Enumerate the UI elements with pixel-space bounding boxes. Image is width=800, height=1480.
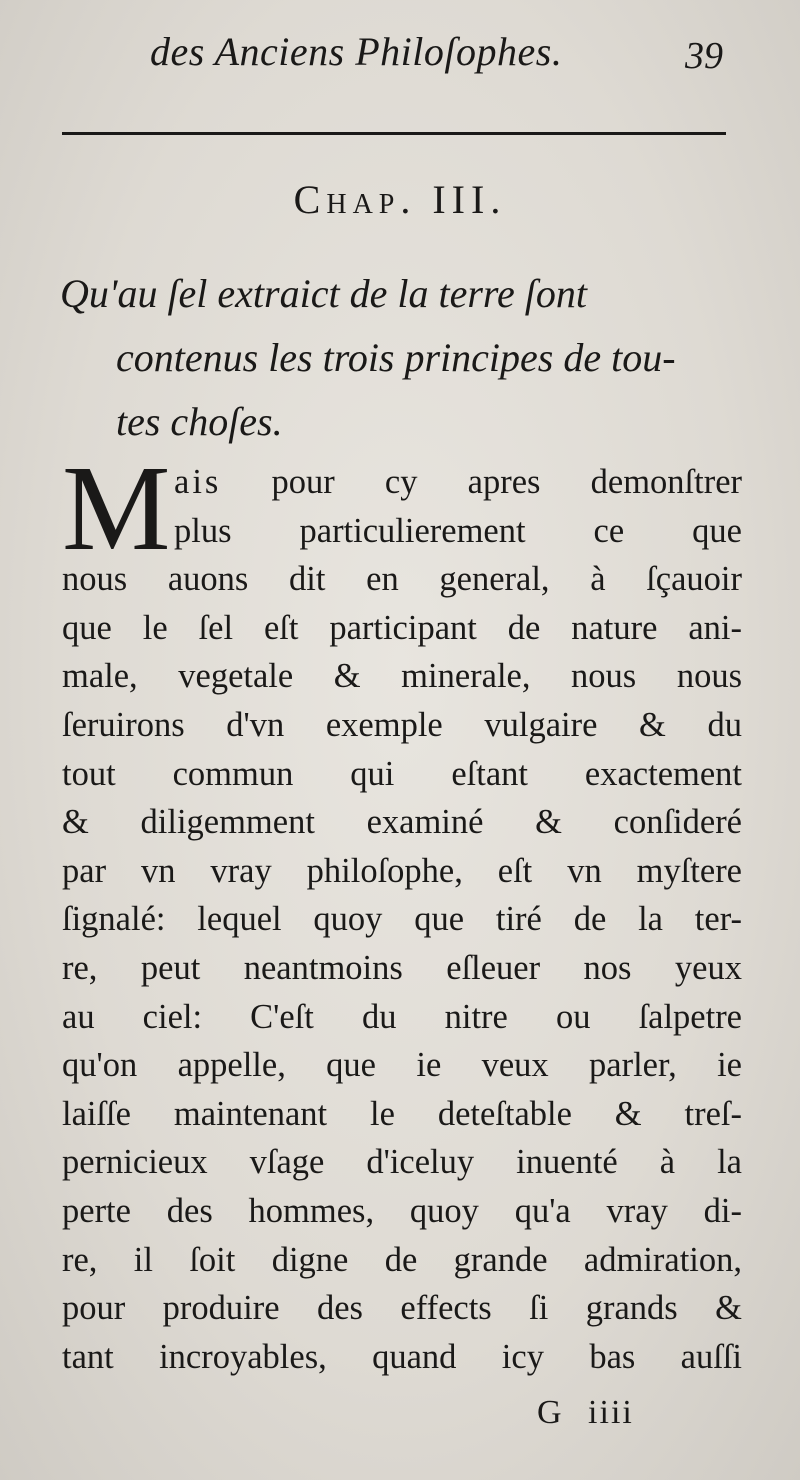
text-line: re, peut neantmoins eſleuer nos yeux [62,948,742,987]
text-line: re, il ſoit digne de grande admiration, [62,1240,742,1279]
text-line: & diligemment examiné & conſideré [62,803,742,842]
chapter-heading: Chap. III. [293,177,507,222]
chapter-title [60,262,740,454]
text-line: pernicieux vſage d'iceluy inuenté à la [62,1143,742,1182]
signature-mark: G iiii [537,1394,634,1431]
header-rule [62,132,726,135]
chapter-title-line: Qu'au ſel extraict de la terre ſont [60,271,587,316]
text-line: plus particulierement ce que [174,511,742,550]
text-line: nous auons dit en general, à ſçauoir [62,560,742,599]
drop-cap: M [62,441,171,576]
text-line: au ciel: C'eſt du nitre ou ſalpetre [62,997,742,1036]
text-line: tout commun qui eſtant exactement [62,754,742,793]
text-line: laiſſe maintenant le deteſtable & treſ- [62,1094,742,1133]
first-word-small-caps: ais [174,463,222,501]
text-line: par vn vray philoſophe, eſt vn myſtere [62,851,742,890]
text-line: ſeruirons d'vn exemple vulgaire & du [62,705,742,744]
text-line: qu'on appelle, que ie veux parler, ie [62,1046,742,1085]
page-number: 39 [685,35,723,77]
text-line [62,458,742,507]
text-line: perte des hommes, quoy qu'a vray di- [62,1191,742,1230]
text-line-rest: pour cy apres demonſtrer [271,463,743,501]
text-line: tant incroyables, quand icy bas auſſi [62,1337,742,1376]
chapter-title-line: contenus les trois principes de tou- [116,335,676,380]
text-line: que le ſel eſt participant de nature ani- [62,608,742,647]
body-text [62,458,742,1381]
text-line: male, vegetale & minerale, nous nous [62,657,742,696]
text-line: ſignalé: lequel quoy que tiré de la ter- [62,900,742,939]
text-line: pour produire des effects ſi grands & [62,1289,742,1328]
running-head-title: des Anciens Philoſophes. [150,29,563,74]
chapter-title-line: tes choſes. [116,399,283,444]
